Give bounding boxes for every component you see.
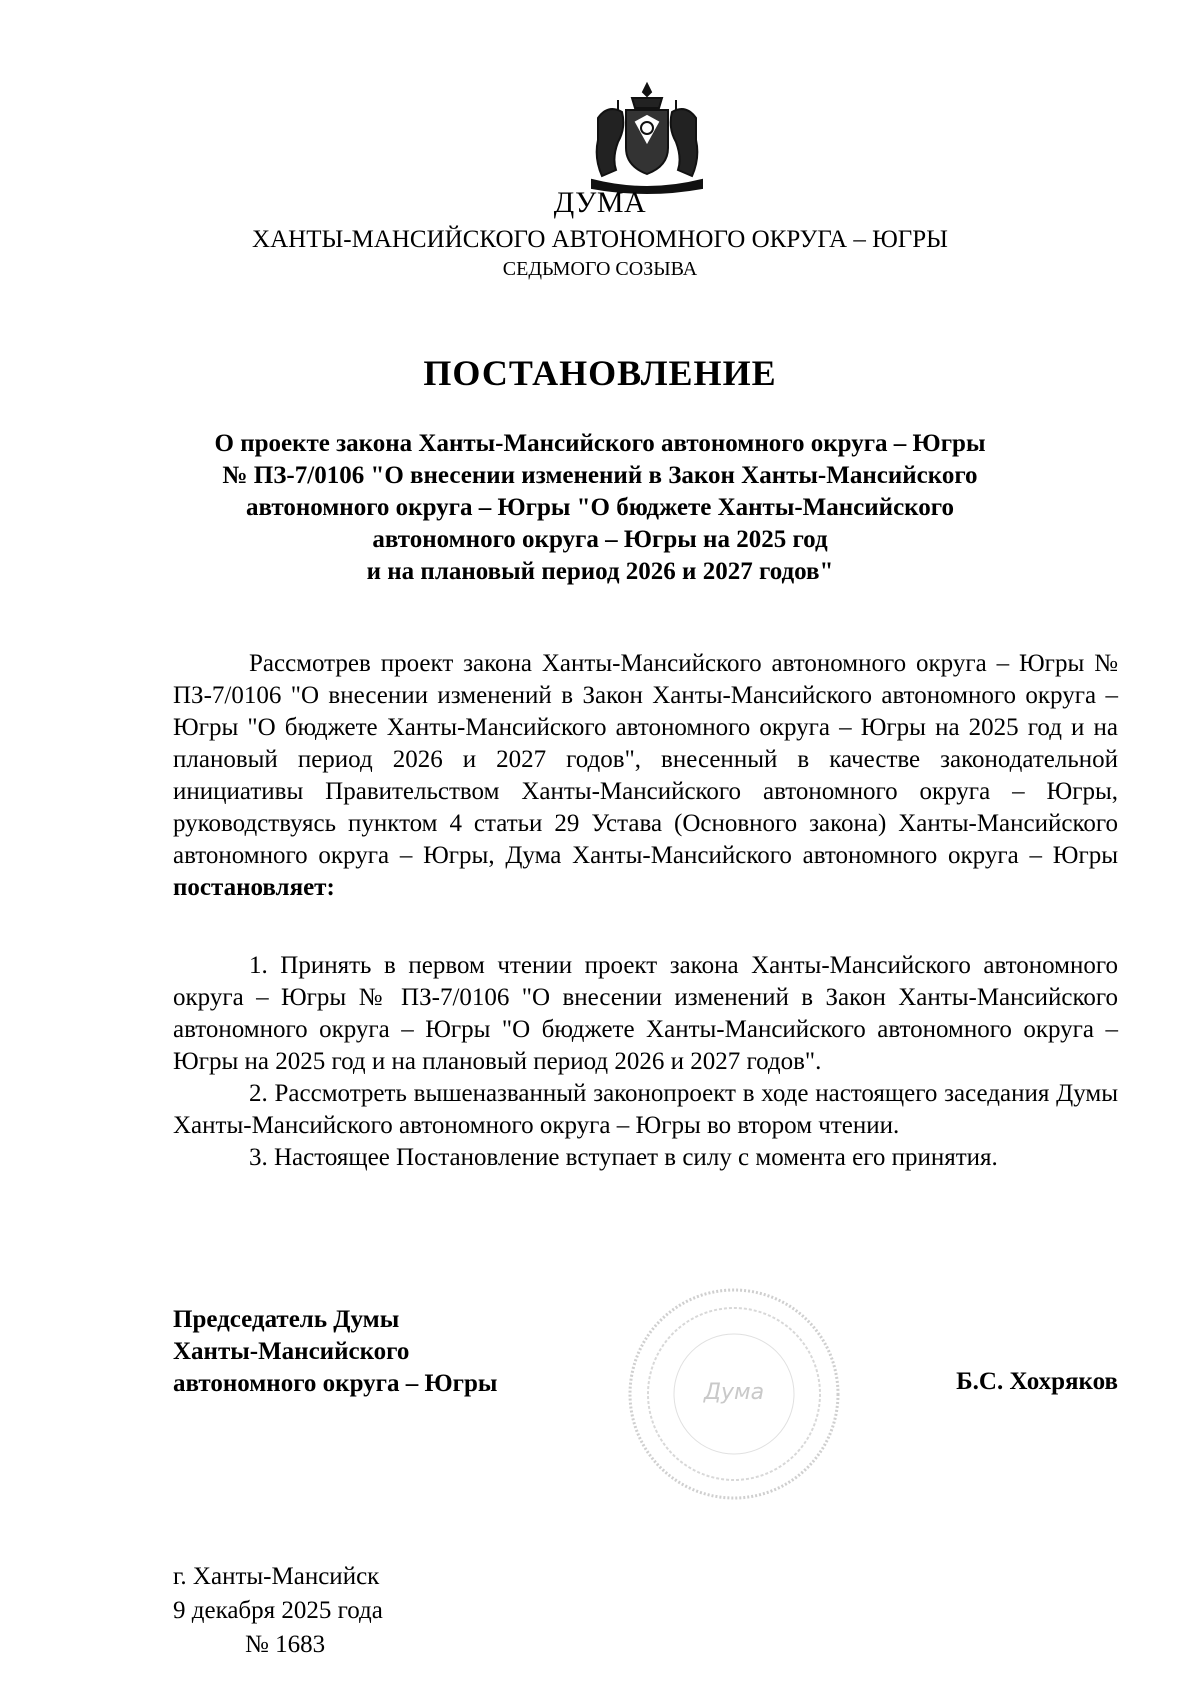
preamble-text: Рассмотрев проект закона Ханты-Мансийского автономного округа – Югры № ПЗ-7/0106 "О внесении изменений в Закон Ханты-Мансийского автономного округа – Югры "О бюджете Ханты-Мансийского автономного округа – Югры на 2025 год и на плановый период 2026 и 2027 годов", внесенный в качестве законодательной инициативы Правительством Ханты-Мансийского автономного округа – Югры, руководствуясь пунктом 4 статьи 29 Устава (Основного закона) Ханты-Мансийского автономного округа – Югры, Дума Ханты-Мансийского автономного округа – Югры — [173, 650, 1118, 869]
title-line: № ПЗ-7/0106 "О внесении изменений в Закон Ханты-Мансийского — [222, 462, 978, 489]
signatory-name: Б.С. Хохряков — [956, 1368, 1118, 1395]
org-convocation: СЕДЬМОГО СОЗЫВА — [502, 258, 698, 280]
footer-number: № 1683 — [245, 1631, 326, 1658]
signatory-position — [173, 1304, 497, 1400]
org-name-region: ХАНТЫ-МАНСИЙСКОГО АВТОНОМНОГО ОКРУГА – ЮГРЫ — [252, 226, 948, 253]
footer-city: г. Ханты-Мансийск — [173, 1563, 380, 1590]
document-title — [150, 428, 1050, 588]
official-seal-stamp — [624, 1284, 844, 1504]
document-footer — [173, 1560, 383, 1662]
resolution-item: 3. Настоящее Постановление вступает в силу с момента его принятия. — [249, 1144, 998, 1171]
resolution-item: 2. Рассмотреть вышеназванный законопроект в ходе настоящего заседания Думы Ханты-Мансийского автономного округа – Югры во втором чтении. — [173, 1080, 1118, 1139]
preamble-resolves: постановляет: — [173, 874, 335, 901]
seal-text: Дума — [703, 1380, 765, 1405]
signatory-position-line: Председатель Думы — [173, 1306, 400, 1333]
preamble-block — [173, 648, 1118, 904]
signatory-position-line: Ханты-Мансийского — [173, 1338, 410, 1365]
title-line: и на плановый период 2026 и 2027 годов" — [366, 558, 834, 585]
signatory-position-line: автономного округа – Югры — [173, 1370, 498, 1397]
preamble-paragraph — [173, 648, 1118, 904]
title-line: О проекте закона Ханты-Мансийского автономного округа – Югры — [214, 430, 986, 457]
org-name-duma: ДУМА — [553, 186, 647, 219]
title-line: автономного округа – Югры на 2025 год — [372, 526, 828, 553]
title-line: автономного округа – Югры "О бюджете Ханты-Мансийского — [246, 494, 954, 521]
footer-date: 9 декабря 2025 года — [173, 1597, 383, 1624]
document-type-heading: ПОСТАНОВЛЕНИЕ — [423, 353, 777, 393]
resolution-item: 1. Принять в первом чтении проект закона Ханты-Мансийского автономного округа – Югры № ПЗ-7/0106 "О внесении изменений в Закон Ханты-Мансийского автономного округа – Югры "О бюджете Ханты-Мансийского автономного округа – Югры на 2025 год и на плановый период 2026 и 2027 годов". — [173, 952, 1118, 1075]
coat-of-arms-emblem — [588, 80, 706, 196]
resolution-items — [173, 950, 1118, 1174]
